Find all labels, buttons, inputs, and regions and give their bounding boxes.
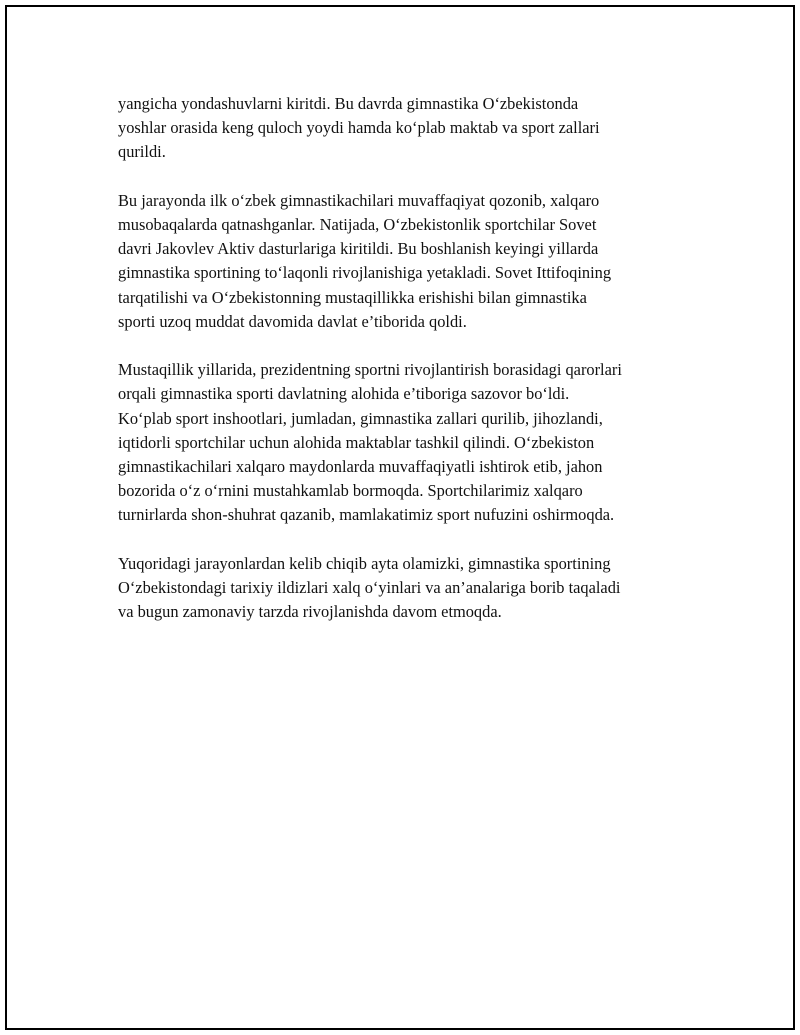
text-line: gimnastika sportining to‘laqonli rivojlanishiga yetakladi. Sovet Ittifoqining xyxy=(118,263,612,283)
text-line: Bu jarayonda ilk o‘zbek gimnastikachilari muvaffaqiyat qozonib, xalqaro xyxy=(118,190,600,210)
text-line: qurildi. xyxy=(118,142,166,162)
document-body xyxy=(118,92,694,649)
text-line: va bugun zamonaviy tarzda rivojlanishda davom etmoqda. xyxy=(118,602,502,622)
text-line: Mustaqillik yillarida, prezidentning sportni rivojlantirish borasidagi qarorlari xyxy=(118,360,622,380)
paragraph-2 xyxy=(118,189,694,334)
text-line: turnirlarda shon-shuhrat qazanib, mamlakatimiz sport nufuzini oshirmoqda. xyxy=(118,505,615,525)
text-line: yoshlar orasida keng quloch yoydi hamda ko‘plab maktab va sport zallari xyxy=(118,118,600,138)
text-line: musobaqalarda qatnashganlar. Natijada, O‘zbekistonlik sportchilar Sovet xyxy=(118,215,597,234)
text-line: bozorida o‘z o‘rnini mustahkamlab bormoqda. Sportchilarimiz xalqaro xyxy=(118,481,583,501)
paragraph-4 xyxy=(118,552,694,625)
text-line: iqtidorli sportchilar uchun alohida maktablar tashkil qilindi. O‘zbekiston xyxy=(118,432,595,452)
text-line: O‘zbekistondagi tarixiy ildizlari xalq o‘yinlari va an’analariga borib taqaladi xyxy=(118,578,621,598)
text-line: sporti uzoq muddat davomida davlat e’tiborida qoldi. xyxy=(118,311,467,331)
text-line: orqali gimnastika sporti davlatning alohida e’tiboriga sazovor bo‘ldi. xyxy=(118,384,570,404)
text-line: tarqatilishi va O‘zbekistonning mustaqillikka erishishi bilan gimnastika xyxy=(118,287,587,307)
text-line: Yuqoridagi jarayonlardan kelib chiqib ayta olamizki, gimnastika sportining xyxy=(118,553,611,573)
text-line: Ko‘plab sport inshootlari, jumladan, gimnastika zallari qurilib, jihozlandi, xyxy=(118,408,603,428)
paragraph-3 xyxy=(118,358,694,527)
paragraph-1 xyxy=(118,92,694,165)
text-line: gimnastikachilari xalqaro maydonlarda muvaffaqiyatli ishtirok etib, jahon xyxy=(118,457,603,477)
text-line: yangicha yondashuvlarni kiritdi. Bu davrda gimnastika O‘zbekistonda xyxy=(118,94,579,113)
text-line: davri Jakovlev Aktiv dasturlariga kiritildi. Bu boshlanish keyingi yillarda xyxy=(118,239,599,259)
